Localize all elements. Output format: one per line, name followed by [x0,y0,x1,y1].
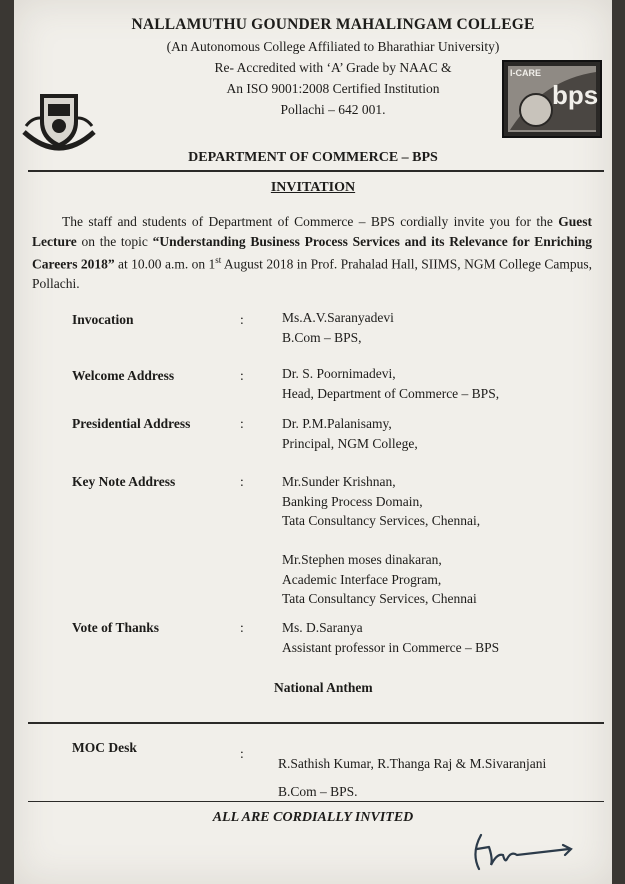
letterhead-line-4: Pollachi – 642 001. [280,102,386,117]
college-name: NALLAMUTHU GOUNDER MAHALINGAM COLLEGE [131,16,535,33]
divider [28,722,604,724]
letterhead-line-1: (An Autonomous College Affiliated to Bharathiar University) [166,39,500,54]
divider [28,170,604,172]
closing-line: ALL ARE CORDIALLY INVITED [212,810,414,825]
divider [28,801,604,802]
national-anthem: National Anthem [274,680,373,695]
invitation-title: INVITATION [270,180,356,195]
invitation-page: I-CARE bps NALLAMUTHU GOUNDER MAHALINGAM COLLEGE (An Autonomous College Affiliated to Bharathiar University) Re- Accredited with ‘A’ Grade by NAAC & An ISO 9001:2008 Certified Institution Pollachi – 642 001. DEPARTMENT OF COMMERCE – BPS INVITATION The staff and students of Department of Commerce – BPS cordially invite you for the Guest Lecture on the topic “Understanding Business Process Services and its Relevance for Enriching Careers 2018” at 10.00 a.m. on 1st August 2018 in Prof. Prahalad Hall, SIIMS, NGM College Campus, Pollachi. Invocation : Ms.A.V.Saranyadevi B.Com – BPS, Welcome Address : Dr. S. Poornimadevi, Head, Department of Commerce – BPS, Presidential Address : Dr. P.M.Palanisamy, Principal, NGM College, Key Note Address : Mr.Sunder Krishnan, Banking Process Domain, Tata Consultancy Services, Chennai, Mr.Stephen moses dinakaran, Academic Interface Program, Tata Consultancy Services, Chennai Vote of Thanks : Ms. D.Saranya Assistant professor in Commerce – BPS National Anthem MOC Desk : R.Sathish Kumar, R.Thanga Raj & M.Sivaranjani B.Com – BPS. ALL ARE CORDIALLY INVITED [14,0,612,884]
svg-text:I-CARE: I-CARE [510,68,541,78]
signature-icon [459,825,589,875]
department-name: DEPARTMENT OF COMMERCE – BPS [188,150,438,165]
letterhead [14,16,612,118]
invitation-text: The staff and students of Department of Commerce – BPS cordially invite you for the Guest Lecture on the topic “Understanding Business Process Services and its Relevance for Enriching Careers 2018” at 10.00 a.m. on 1st August 2018 in Prof. Prahalad Hall, SIIMS, NGM College Campus, Pollachi. [32,214,592,291]
svg-text:bps: bps [552,80,599,110]
letterhead-line-2: Re- Accredited with ‘A’ Grade by NAAC & [214,60,452,75]
letterhead-line-3: An ISO 9001:2008 Certified Institution [226,81,440,96]
